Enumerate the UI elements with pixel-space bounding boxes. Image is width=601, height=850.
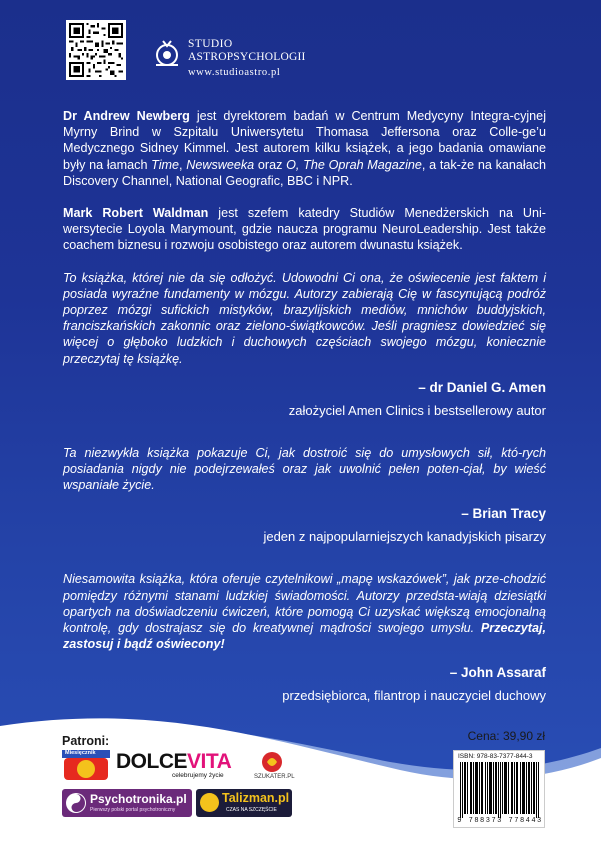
miesiecznik-label: Miesięcznik (65, 750, 96, 756)
blurb-author: – Brian Tracy (461, 506, 546, 522)
price: Cena: 39,90 zł (467, 729, 545, 743)
psychotronika-wordmark: Psychotronika.pl (90, 792, 187, 806)
isbn-barcode-box (453, 750, 545, 828)
author-name: Dr Andrew Newberg (63, 109, 190, 123)
blurb-quote: To książka, której nie da się odłożyć. Udowodni Ci ona, że oświecenie jest faktem i posiada wyraźne fundamenty w mózgu. Autorzy zabierają Cię w fascynującą podróż poprzez mózgi sufickich mistyków, brazylijskich mediów, mnichów buddyjskich, franciszkańskich zakonnic oraz zielono-świątkowców. Jeśli pragniesz dowiedzieć się więcej o głęboko ludzkich i duchowych częściach swojego mózgu, koniecznie przeczytaj tę książkę. (63, 270, 546, 366)
magazine-title: O, The Oprah Magazine (286, 157, 422, 172)
bio-text: oraz (254, 157, 287, 172)
publisher-url: www.studioastro.pl (188, 67, 281, 78)
dolcevita-wordmark (116, 750, 231, 774)
sponsor-szukater-logo (248, 750, 296, 782)
psychotronika-tagline: Pierwszy polski portal psychotroniczny (90, 807, 176, 813)
author-name: Mark Robert Waldman (63, 206, 209, 221)
barcode-bars (458, 762, 542, 818)
blurb-author-role: przedsiębiorca, filantrop i nauczyciel duchowy (282, 688, 546, 704)
sponsor-talizman-logo (196, 789, 292, 817)
magazine-title: Time (151, 157, 180, 172)
qr-code-pattern (69, 23, 123, 77)
talizman-icon (200, 793, 219, 812)
author-bio-newberg (63, 108, 546, 189)
blurb-author: – John Assaraf (449, 665, 546, 681)
blurb-quote: Ta niezwykła książka pokazuje Ci, jak dostroić się do umysłowych sił, któ-rych posiadania nigdy nie podejrzewałeś oraz jak uwolnić pełen poten-cjał, by wieść wspaniałe życie. (63, 445, 546, 493)
publisher-logo (152, 38, 352, 84)
qr-code (66, 20, 126, 80)
blurb-author-role: jeden z najpopularniejszych kanadyjskich pisarzy (263, 529, 546, 545)
back-cover-text (63, 108, 546, 704)
yin-yang-icon (66, 793, 86, 813)
sponsor-dolcevita-logo (116, 750, 236, 782)
szukater-label: SZUKATER.PL (254, 774, 295, 780)
barcode-digits: 9 788373 778443 (457, 817, 543, 825)
dolcevita-word-a: DOLCE (116, 750, 187, 773)
dolcevita-word-b: VITA (187, 750, 232, 773)
talizman-wordmark: Talizman.pl (222, 791, 290, 805)
blurb-author-role: założyciel Amen Clinics i bestsellerowy autor (288, 402, 546, 418)
blurb-author: – dr Daniel G. Amen (418, 379, 546, 395)
magazine-title: Newsweeka (186, 157, 255, 172)
author-bio-waldman (63, 205, 546, 254)
psychotronika-icon (66, 793, 86, 813)
bio-text: , a tak-że na kanałach Discovery Channel, National Geografic, BBC i NPR. (63, 157, 547, 188)
bio-text: , (179, 157, 187, 172)
talizman-tagline: CZAS NA SZCZĘŚCIE (226, 807, 277, 813)
patrons-label: Patroni: (62, 734, 110, 748)
blurb-quote (63, 571, 546, 652)
bio-text: jest dyrektorem badań w Centrum Medycyny Integra-cyjnej Myrny Brind w Szpitalu Uniwersytetu Thomasa Jeffersona oraz Colle-ge’u Medycznego Sidney Kimmel. Jest autorem kilku książek, a jego badania omawiane były na łamach (63, 109, 546, 172)
astro-symbol-icon (152, 38, 182, 68)
sponsor-miesiecznik-logo (62, 750, 110, 782)
blurb-quote-text: Niesamowita książka, która oferuje czytelnikowi „mapę wskazówek”, jak prze-chodzić pomiędzy różnymi stanami ludzkiej świadomości. Autorzy przedsta-wiają dziesiątki opartych na doświadczeniu ćwiczeń, które pomogą Ci uzyskać większą emocjonalną kontrolę, gdy dostrajasz się do kreatywnej mądrości swojego umysłu. (63, 572, 546, 636)
publisher-name-line1: STUDIO (188, 38, 233, 50)
bio-text: jest szefem katedry Studiów Menedżerskich na Uni-wersytecie Loyola Marymount, gdzie naucza programu NeuroLeadership. Jest także coachem biznesu i rozwoju osobistego oraz autorem dwunastu książek. (63, 206, 546, 253)
szukater-emblem-icon (248, 750, 296, 774)
dolcevita-tagline: celebrujemy życie (172, 772, 224, 779)
sponsor-psychotronika-logo (62, 789, 192, 817)
publisher-name-line2: ASTROPSYCHOLOGII (188, 51, 306, 63)
blurb-quote-emphasis: Przeczytaj, zastosuj i bądź oświecony! (63, 621, 546, 652)
isbn-label: ISBN: 978-83-7377-844-3 (458, 753, 533, 760)
